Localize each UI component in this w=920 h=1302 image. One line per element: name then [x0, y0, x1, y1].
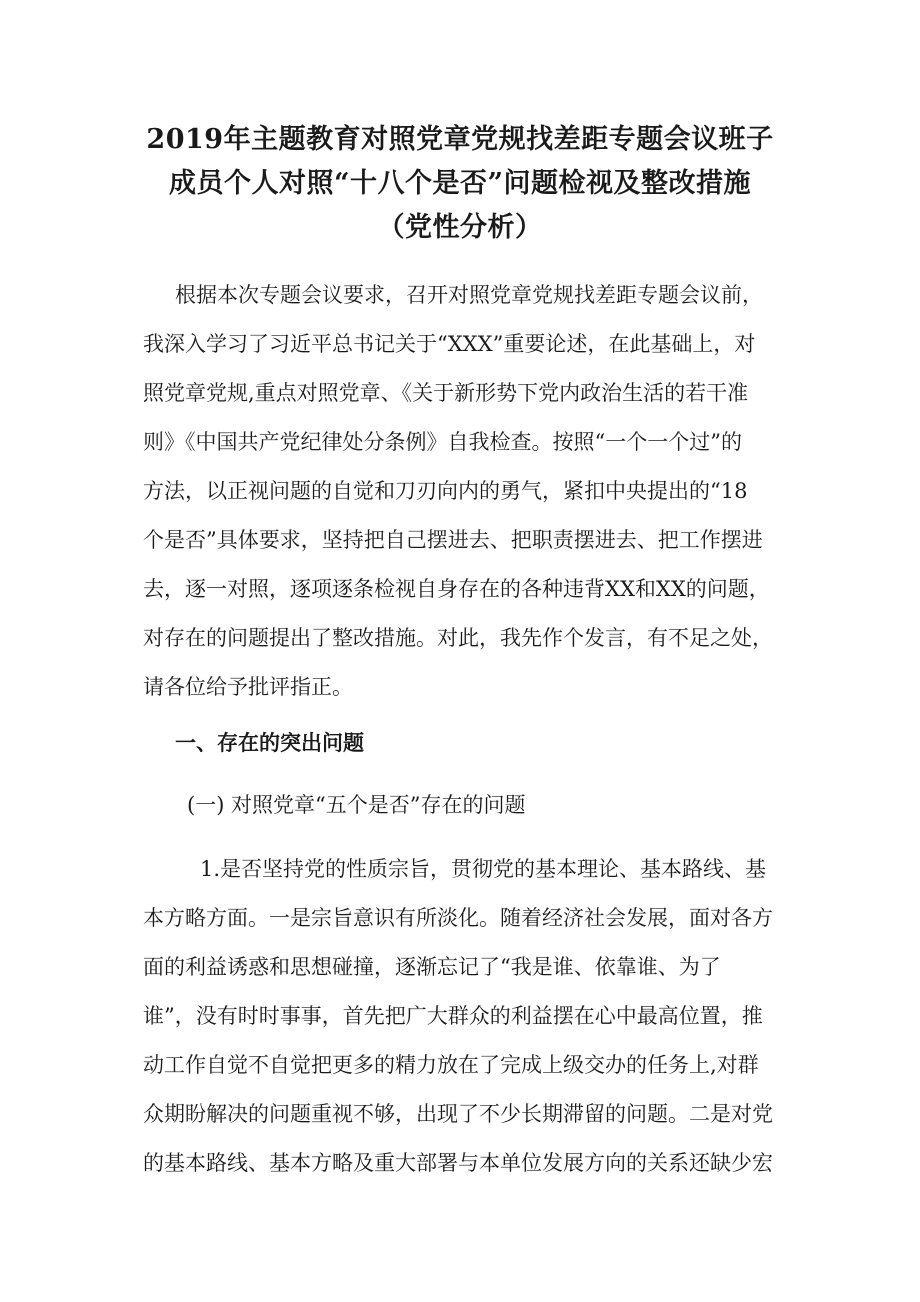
intro-line-2: 我深入学习了习近平总书记关于“XXX”重要论述，在此基础上，对: [143, 332, 756, 356]
intro-line-3: 照党章党规,重点对照党章、《关于新形势下党内政治生活的若干准: [143, 381, 749, 405]
item1-line-7: 的基本路线、基本方略及重大部署与本单位发展方向的关系还缺少宏: [143, 1151, 773, 1175]
item1-line-3: 面的利益诱惑和思想碰撞，逐渐忘记了“我是谁、依靠谁、为了: [143, 955, 721, 979]
item1-line-2: 本方略方面。一是宗旨意识有所淡化。随着经济社会发展，面对各方: [143, 906, 773, 930]
title-line-1: 2019年主题教育对照党章党规找差距专题会议班子: [146, 124, 774, 155]
title-line-3: （党性分析）: [377, 212, 543, 243]
intro-line-5: 方法，以正视问题的自觉和刀刃向内的勇气，紧扣中央提出的“18: [143, 479, 748, 503]
intro-line-4: 则》《中国共产党纪律处分条例》自我检查。按照“一个一个过”的: [143, 430, 742, 454]
intro-line-9: 请各位给予批评指正。: [143, 675, 353, 699]
section-heading: 一、存在的突出问题: [175, 730, 364, 755]
document-title: [120, 118, 800, 250]
intro-line-6: 个是否”具体要求，坚持把自己摆进去、把职责摆进去、把工作摆进: [143, 528, 763, 552]
item1-line-6: 众期盼解决的问题重视不够，出现了不少长期滞留的问题。二是对党: [143, 1102, 773, 1126]
item1-line-5: 动工作自觉不自觉把更多的精力放在了完成上级交办的任务上,对群: [143, 1053, 759, 1077]
intro-line-1: 根据本次专题会议要求，召开对照党章党规找差距专题会议前，: [175, 283, 763, 307]
intro-line-7: 去，逐一对照，逐项逐条检视自身存在的各种违背XX和XX的问题，: [143, 577, 770, 601]
item1-line-1: 1.是否坚持党的性质宗旨，贯彻党的基本理论、基本路线、基: [200, 857, 767, 881]
subsection-heading: (一) 对照党章“五个是否”存在的问题: [187, 793, 526, 817]
title-line-2: 成员个人对照“十八个是否”问题检视及整改措施: [168, 168, 752, 199]
intro-line-8: 对存在的问题提出了整改措施。对此，我先作个发言，有不足之处，: [143, 626, 773, 650]
item1-line-4: 谁”，没有时时事事，首先把广大群众的利益摆在心中最高位置，推: [143, 1004, 763, 1028]
